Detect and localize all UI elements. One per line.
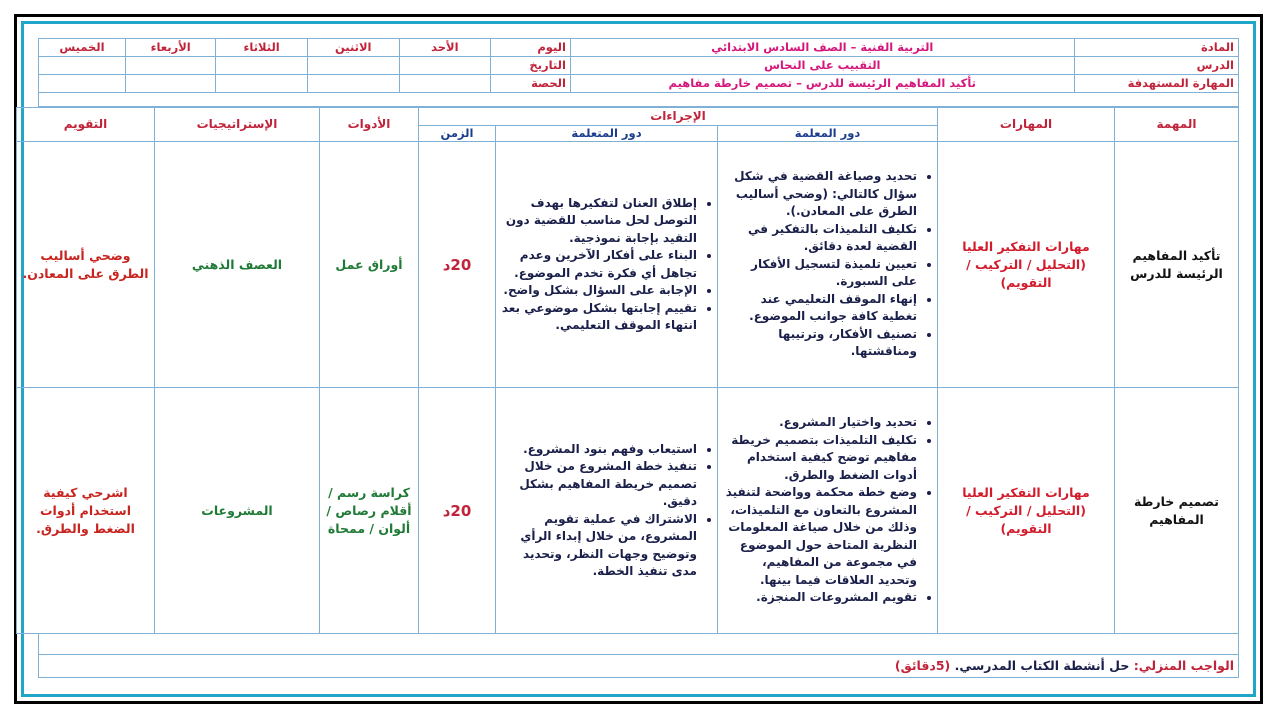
strategies-cell: العصف الذهني: [155, 142, 320, 388]
date-cell: [307, 57, 399, 75]
table-row: [17, 388, 1239, 634]
task-cell: تأكيد المفاهيم الرئيسة للدرس: [1115, 142, 1239, 388]
col-procedures: الإجراءات: [419, 108, 938, 126]
skills-cell: مهارات التفكير العليا (التحليل / التركيب / التقويم): [938, 142, 1115, 388]
table-row: [17, 142, 1239, 388]
homework-row: [38, 655, 1239, 678]
col-student-role: دور المتعلمة: [496, 126, 718, 142]
date-cell: [399, 57, 491, 75]
skills-cell: مهارات التفكير العليا (التحليل / التركيب / التقويم): [938, 388, 1115, 634]
spacer-row: [38, 634, 1239, 655]
inner-frame: [21, 21, 1256, 697]
date-label: التاريخ: [491, 57, 571, 75]
homework-duration: (5دقائق): [894, 658, 951, 673]
list-item: • تعيين تلميذة لتسجيل الأفكار على السبورة.: [722, 256, 917, 291]
table-header-row: [17, 108, 1239, 126]
outer-frame: [14, 14, 1263, 704]
list-item: • تحديد وصياغة القضية في شكل سؤال كالتالي: (وضحي أساليب الطرق على المعادن.).: [722, 168, 917, 221]
day-thursday: الخميس: [39, 39, 126, 57]
period-cell: [39, 75, 126, 93]
date-cell: [39, 57, 126, 75]
skill-label: المهارة المستهدفة: [1074, 75, 1238, 93]
list-item: • وضع خطة محكمة وواضحة لتنفيذ المشروع بالتعاون مع التلميذات، وذلك من خلال صياغة المعلومات النظرية المتاحة حول الموضوع في مجموعة من المفاهيم، وتحديد العلاقات فيما بينها.: [722, 484, 917, 589]
list-item: • استيعاب وفهم بنود المشروع.: [500, 441, 697, 459]
col-task: المهمة: [1115, 108, 1239, 142]
period-cell: [125, 75, 215, 93]
col-evaluation: التقويم: [17, 108, 155, 142]
tools-cell: أوراق عمل: [320, 142, 419, 388]
time-cell: 20د: [419, 388, 496, 634]
date-cell: [125, 57, 215, 75]
col-tools: الأدوات: [320, 108, 419, 142]
list-item: • تنفيذ خطة المشروع من خلال تصميم خريطة المفاهيم بشكل دقيق.: [500, 458, 697, 511]
list-item: • الإجابة على السؤال بشكل واضح.: [500, 282, 697, 300]
period-label: الحصة: [491, 75, 571, 93]
header-table: [38, 38, 1239, 107]
header-row-skill: [39, 75, 1239, 93]
period-cell: [399, 75, 491, 93]
list-item: • تكليف التلميذات بالتفكير في القضية لعدة دقائق.: [722, 221, 917, 256]
lesson-label: الدرس: [1074, 57, 1238, 75]
task-cell: تصميم خارطة المفاهيم: [1115, 388, 1239, 634]
day-monday: الاثنين: [307, 39, 399, 57]
strategies-cell: المشروعات: [155, 388, 320, 634]
day-tuesday: الثلاثاء: [216, 39, 308, 57]
period-cell: [307, 75, 399, 93]
lesson-value: التقبيب على النحاس: [570, 57, 1074, 75]
procedures-table: [16, 107, 1239, 634]
day-sunday: الأحد: [399, 39, 491, 57]
homework-text: حل أنشطة الكتاب المدرسي.: [954, 658, 1130, 673]
header-row-lesson: [39, 57, 1239, 75]
subject-label: المادة: [1074, 39, 1238, 57]
header-spacer-row: [39, 93, 1239, 107]
homework-label: الواجب المنزلي:: [1133, 658, 1234, 673]
tools-cell: كراسة رسم / أقلام رصاص / ألوان / ممحاة: [320, 388, 419, 634]
list-item: • إطلاق العنان لتفكيرها بهدف التوصل لحل مناسب للقضية دون التقيد بإجابة نموذجية.: [500, 195, 697, 248]
subject-value: التربية الفنية – الصف السادس الابتدائي: [570, 39, 1074, 57]
student-role-cell: [496, 388, 718, 634]
list-item: • تقييم إجابتها بشكل موضوعي بعد انتهاء الموقف التعليمي.: [500, 300, 697, 335]
header-row-subject: [39, 39, 1239, 57]
list-item: • تكليف التلميذات بتصميم خريطة مفاهيم توضح كيفية استخدام أدوات الضغط والطرق.: [722, 432, 917, 485]
lesson-plan-sheet: [22, 38, 1239, 678]
evaluation-cell: اشرحي كيفية استخدام أدوات الضغط والطرق.: [17, 388, 155, 634]
date-cell: [216, 57, 308, 75]
list-item: • تحديد واختيار المشروع.: [722, 414, 917, 432]
period-cell: [216, 75, 308, 93]
time-cell: 20د: [419, 142, 496, 388]
teacher-role-cell: [718, 388, 938, 634]
teacher-role-cell: [718, 142, 938, 388]
list-item: • تقويم المشروعات المنجزة.: [722, 589, 917, 607]
day-wednesday: الأربعاء: [125, 39, 215, 57]
list-item: • إنهاء الموقف التعليمي عند تغطية كافة جوانب الموضوع.: [722, 291, 917, 326]
student-role-cell: [496, 142, 718, 388]
evaluation-cell: وضحي أساليب الطرق على المعادن.: [17, 142, 155, 388]
spacer-cell: [39, 93, 1239, 107]
skill-value: تأكيد المفاهيم الرئيسة للدرس – تصميم خارطة مفاهيم: [570, 75, 1074, 93]
list-item: • الاشتراك في عملية تقويم المشروع، من خلال إبداء الرأي وتوضيح وجهات النظر، وتحديد مدى تنفيذ الخطة.: [500, 511, 697, 581]
day-label: اليوم: [491, 39, 571, 57]
col-skills: المهارات: [938, 108, 1115, 142]
col-time: الزمن: [419, 126, 496, 142]
list-item: • البناء على أفكار الآخرين وعدم تجاهل أي فكرة تخدم الموضوع.: [500, 247, 697, 282]
col-strategies: الإستراتيجيات: [155, 108, 320, 142]
col-teacher-role: دور المعلمة: [718, 126, 938, 142]
list-item: • تصنيف الأفكار، وترتيبها ومناقشتها.: [722, 326, 917, 361]
